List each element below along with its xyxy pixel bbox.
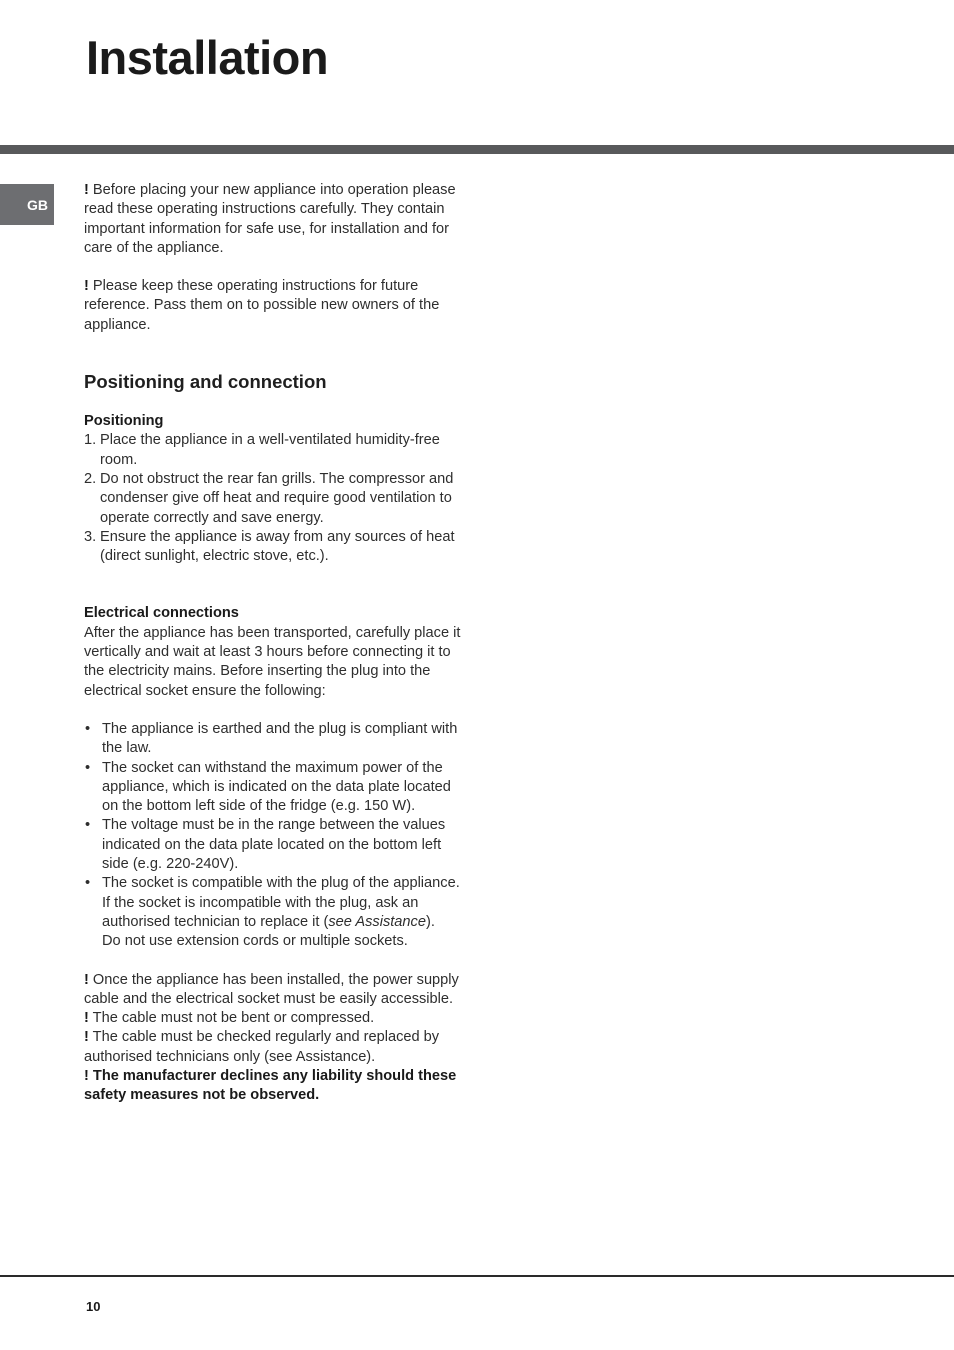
positioning-heading: Positioning xyxy=(84,413,164,430)
liability-warning: ! The manufacturer declines any liability should these safety measures not be observed. xyxy=(84,1067,457,1104)
electrical-checklist xyxy=(84,720,468,952)
positioning-list xyxy=(84,431,468,566)
page-title: Installation xyxy=(86,31,329,84)
warning-mark: ! xyxy=(84,971,89,988)
list-item: • The appliance is earthed and the plug is compliant with the law. xyxy=(84,720,468,759)
warning-paragraph: ! The cable must not be bent or compressed. xyxy=(84,1010,375,1027)
intro-paragraph xyxy=(84,181,468,258)
list-item: 3. Ensure the appliance is away from any sources of heat (direct sunlight, electric stove, etc.). xyxy=(84,528,455,565)
main-content xyxy=(84,181,468,1106)
section-title: Positioning and connection xyxy=(84,371,327,393)
warning-mark: ! xyxy=(84,182,89,198)
warning-paragraph: ! The cable must be checked regularly and replaced by authorised technicians only (see Assistance). xyxy=(84,1029,440,1065)
intro-text: Please keep these operating instructions for future reference. Pass them on to possible new owners of the appliance. xyxy=(84,278,440,333)
footer-divider xyxy=(0,1275,954,1277)
warning-paragraph: ! Once the appliance has been installed, the power supply cable and the electrical socket must be easily accessible. xyxy=(84,971,459,1007)
intro-text: Before placing your new appliance into operation please read these operating instructions carefully. They contain important information for safe use, for installation and for care of the appliance. xyxy=(84,182,456,256)
assistance-reference: see Assistance xyxy=(328,913,426,930)
header-divider xyxy=(0,145,954,154)
electrical-heading: Electrical connections xyxy=(84,605,239,622)
warning-mark: ! xyxy=(84,278,89,295)
electrical-intro: After the appliance has been transported, carefully place it vertically and wait at least 3 hours before connecting it to the electricity mains. Before inserting the plug into the electrical socket ensure the following: xyxy=(84,624,461,699)
language-tab: GB xyxy=(0,184,54,225)
warning-mark: ! xyxy=(84,1010,89,1027)
intro-paragraph xyxy=(84,277,468,335)
page-number: 10 xyxy=(86,1299,101,1314)
list-item: • The socket can withstand the maximum power of the appliance, which is indicated on the data plate located on the bottom left side of the fridge (e.g. 150 W). xyxy=(84,759,468,817)
warning-mark: ! xyxy=(84,1067,89,1084)
warning-mark: ! xyxy=(84,1029,89,1046)
list-item: 1. Place the appliance in a well-ventilated humidity-free room. xyxy=(84,432,440,468)
list-item: 2. Do not obstruct the rear fan grills. The compressor and condenser give off heat and require good ventilation to operate correctly and save energy. xyxy=(84,470,454,526)
list-item: • The voltage must be in the range between the values indicated on the data plate located on the bottom left side (e.g. 220-240V). xyxy=(84,816,468,874)
list-item: • The socket is compatible with the plug of the appliance. If the socket is incompatible with the plug, ask an authorised technician to replace it (see Assistance). Do not use extension cords or multiple sockets. xyxy=(84,874,468,951)
